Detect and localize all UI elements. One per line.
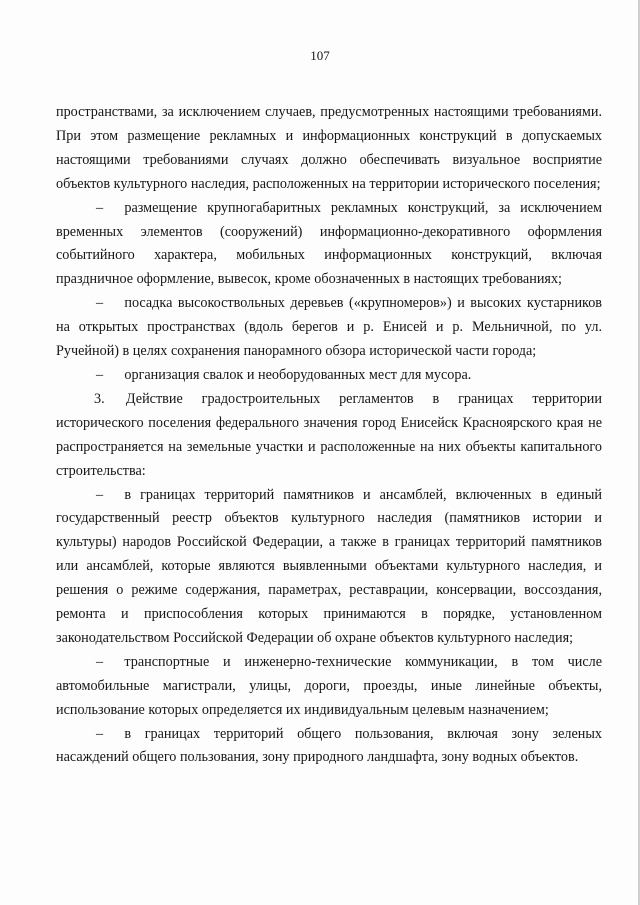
paragraph-continuation: пространствами, за исключением случаев, предусмотренных настоящими требованиями. При этом размещение рекламных и информационных конструкций в допускаемых настоящими требованиями случаях должно обеспечивать визуальное восприятие объектов культурного наследия, расположенных на территории исторического поселения; — [56, 104, 602, 192]
list-item-billboards: – размещение крупногабаритных рекламных конструкций, за исключением временных элементов (сооружений) информационно-декоративного оформления событийного характера, мобильных информационных конструкций, включая праздничное оформление, вывесок, кроме обозначенных в настоящих требованиях; — [56, 199, 602, 288]
numbered-paragraph-3: 3. Действие градостроительных регламентов в границах территории исторического поселения федерального значения город Енисейск Красноярского края не распространяется на земельные участки и расположенные на них объекты капитального строительства: — [56, 390, 602, 479]
list-item-communications: – транспортные и инженерно-технические коммуникации, в том числе автомобильные магистрали, улицы, дороги, проезды, иные линейные объекты, использование которых определяется их индивидуальным целевым назначением; — [56, 653, 602, 718]
list-item-monuments: – в границах территорий памятников и ансамблей, включенных в единый государственный реестр объектов культурного наследия (памятников истории и культуры) народов Российской Федерации, а также в границах территорий памятников или ансамблей, которые являются выявленными объектами культурного наследия, и решения о режиме содержания, параметрах, реставрации, консервации, воссоздания, ремонта и приспособления которых принимаются в порядке, установленном законодательством Российской Федерации об охране объектов культурного наследия; — [56, 486, 602, 646]
list-item-public-areas: – в границах территорий общего пользования, включая зону зеленых насаждений общего пользования, зону природного ландшафта, зону водных объектов. — [56, 725, 602, 766]
list-item-tree-planting: – посадка высокоствольных деревьев («крупномеров») и высоких кустарников на открытых пространствах (вдоль берегов и р. Енисей и р. Мельничной, по ул. Ручейной) в целях сохранения панорамного обзора исторической части города; — [56, 295, 602, 360]
page-number: 107 — [310, 48, 330, 63]
list-item-dumps: – организация свалок и необорудованных мест для мусора. — [96, 366, 472, 383]
document-body — [56, 101, 602, 770]
